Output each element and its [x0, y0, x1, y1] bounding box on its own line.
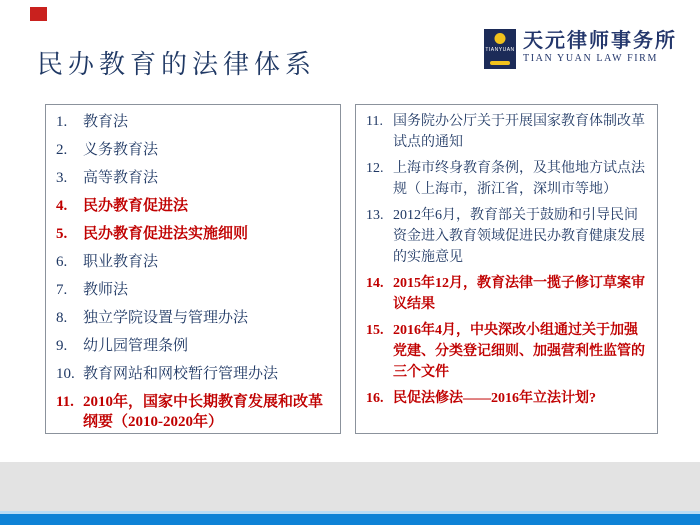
item-number: 11. — [366, 114, 383, 129]
page-title: 民办教育的法律体系 — [37, 50, 317, 79]
list-item — [56, 252, 332, 272]
item-text: 教育网站和网校暂行管理办法 — [83, 366, 279, 382]
item-number: 14. — [366, 276, 384, 291]
item-text: 2016年4月，中央深改小组通过关于加强党建、分类登记细则、加强营利性监管的三个文件 — [393, 323, 645, 380]
item-text: 高等教育法 — [83, 170, 159, 186]
item-number: 8. — [56, 310, 68, 326]
list-item — [56, 364, 332, 384]
logo-sun-icon — [495, 33, 506, 44]
list-item — [56, 112, 332, 132]
list-item — [56, 196, 332, 216]
item-number: 9. — [56, 338, 68, 354]
laws-list-right — [355, 104, 658, 434]
list-item — [56, 224, 332, 244]
laws-list-left — [45, 104, 341, 434]
logo-bar-icon — [490, 61, 510, 65]
list-item — [366, 388, 649, 409]
item-text: 教师法 — [83, 282, 129, 298]
item-number: 6. — [56, 254, 68, 270]
list-item — [56, 336, 332, 356]
item-text: 教育法 — [83, 114, 129, 130]
item-number: 1. — [56, 114, 68, 130]
item-number: 4. — [56, 198, 68, 214]
firm-logo — [484, 29, 677, 69]
list-item — [56, 280, 332, 300]
item-number: 13. — [366, 208, 384, 223]
footer-accent-bar — [0, 514, 700, 525]
item-number: 12. — [366, 161, 384, 176]
item-text: 上海市终身教育条例，及其他地方试点法规（上海市，浙江省，深圳市等地） — [393, 161, 645, 197]
firm-name-cn: 天元律师事务所 — [523, 30, 677, 52]
item-text: 独立学院设置与管理办法 — [83, 310, 249, 326]
item-number: 10. — [56, 366, 75, 382]
firm-logo-mark — [484, 29, 516, 69]
item-number: 15. — [366, 323, 384, 338]
item-text: 民促法修法——2016年立法计划? — [393, 391, 596, 406]
item-number: 7. — [56, 282, 68, 298]
list-item — [56, 140, 332, 160]
item-number: 5. — [56, 226, 68, 242]
item-number: 3. — [56, 170, 68, 186]
item-text: 国务院办公厅关于开展国家教育体制改革试点的通知 — [393, 114, 645, 150]
firm-name-en: TIAN YUAN LAW FIRM — [523, 53, 658, 64]
list-item — [56, 168, 332, 188]
list-item — [366, 320, 649, 383]
footer-gray-band — [0, 462, 700, 511]
logo-mark-text: TIANYUAN — [485, 47, 515, 53]
list-item — [366, 273, 649, 315]
list-item — [366, 111, 649, 153]
firm-logo-text — [523, 29, 677, 65]
item-number: 16. — [366, 391, 384, 406]
item-text: 民办教育促进法实施细则 — [83, 226, 249, 242]
list-item — [56, 392, 332, 432]
list-item — [56, 308, 332, 328]
list-item — [366, 205, 649, 268]
item-number: 11. — [56, 394, 74, 410]
item-text: 2012年6月，教育部关于鼓励和引导民间资金进入教育领域促进民办教育健康发展的实施意见 — [393, 208, 645, 265]
item-text: 职业教育法 — [83, 254, 159, 270]
item-text: 2015年12月，教育法律一揽子修订草案审议结果 — [393, 276, 645, 312]
item-number: 2. — [56, 142, 68, 158]
item-text: 民办教育促进法 — [83, 198, 189, 214]
item-text: 幼儿园管理条例 — [83, 338, 189, 354]
corner-red-marker — [30, 7, 47, 21]
item-text: 义务教育法 — [83, 142, 159, 158]
item-text: 2010年，国家中长期教育发展和改革纲要（2010-2020年） — [83, 394, 324, 430]
list-item — [366, 158, 649, 200]
